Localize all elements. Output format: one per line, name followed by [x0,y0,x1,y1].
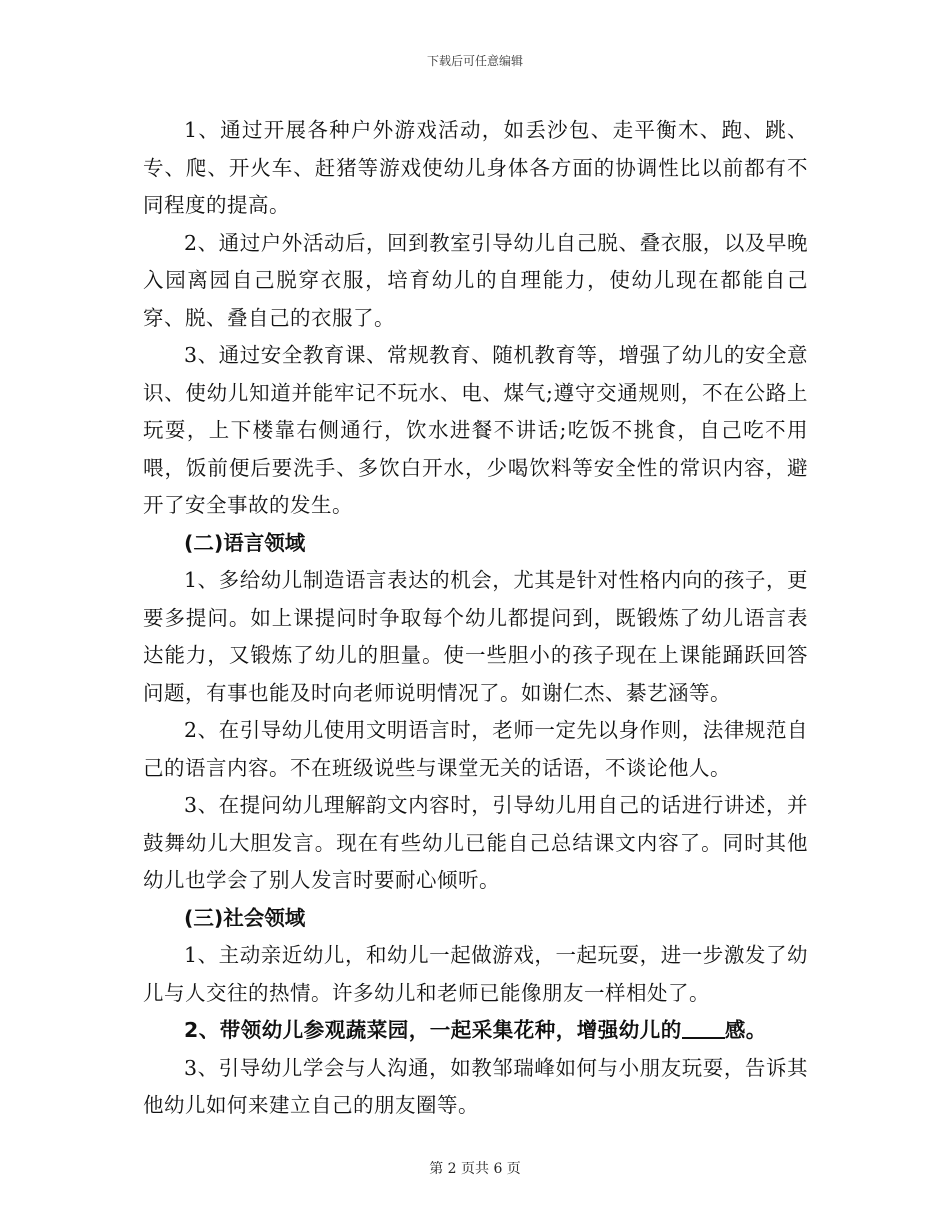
physical-paragraph-3: 3、通过安全教育课、常规教育、随机教育等，增强了幼儿的安全意识、使幼儿知道并能牢记不玩水、电、煤气;遵守交通规则，不在公路上玩耍，上下楼靠右侧通行，饮水进餐不讲话;吃饭不挑食，自己吃不用喂，饭前便后要洗手、多饮白开水，少喝饮料等安全性的常识内容，避开了安全事故的发生。 [143,343,808,517]
language-section-heading: (二)语言领域 [184,530,306,555]
physical-paragraph-2: 2、通过户外活动后，回到教室引导幼儿自己脱、叠衣服，以及早晚入园离园自己脱穿衣服，培育幼儿的自理能力，使幼儿现在都能自己穿、脱、叠自己的衣服了。 [143,230,808,330]
page-number: 第 2 页共 6 页 [429,1161,521,1177]
social-paragraph-1: 1、主动亲近幼儿，和幼儿一起做游戏，一起玩耍，进一步激发了幼儿与人交往的热情。许多幼儿和老师已能像朋友一样相处了。 [143,943,808,1005]
document-body [143,112,808,1125]
language-paragraph-1: 1、多给幼儿制造语言表达的机会，尤其是针对性格内向的孩子，更要多提问。如上课提问时争取每个幼儿都提问到，既锻炼了幼儿语言表达能力，又锻炼了幼儿的胆量。使一些胆小的孩子现在上课能踊跃回答问题，有事也能及时向老师说明情况了。如谢仁杰、綦艺涵等。 [143,568,808,705]
social-paragraph-2-suffix: 感。 [724,1018,767,1042]
physical-paragraph-1: 1、通过开展各种户外游戏活动，如丢沙包、走平衡木、跑、跳、专、爬、开火车、赶猪等游戏使幼儿身体各方面的协调性比以前都有不同程度的提高。 [143,118,808,217]
header-note: 下载后可任意编辑 [426,54,523,68]
social-paragraph-2 [143,1012,808,1050]
language-paragraph-2: 2、在引导幼儿使用文明语言时，老师一定先以身作则，法律规范自己的语言内容。不在班级说些与课堂无关的话语，不谈论他人。 [143,718,808,780]
social-paragraph-3: 3、引导幼儿学会与人沟通，如教邹瑞峰如何与小朋友玩耍，告诉其他幼儿如何来建立自己的朋友圈等。 [143,1055,808,1117]
social-paragraph-2-text: 2、带领幼儿参观蔬菜园，一起采集花种，增强幼儿的 [184,1018,682,1042]
language-paragraph-3: 3、在提问幼儿理解韵文内容时，引导幼儿用自己的话进行讲述，并鼓舞幼儿大胆发言。现在有些幼儿已能自己总结课文内容了。同时其他幼儿也学会了别人发言时要耐心倾听。 [143,793,808,892]
fill-in-blank [682,1017,725,1040]
social-section-heading: (三)社会领域 [184,905,306,930]
